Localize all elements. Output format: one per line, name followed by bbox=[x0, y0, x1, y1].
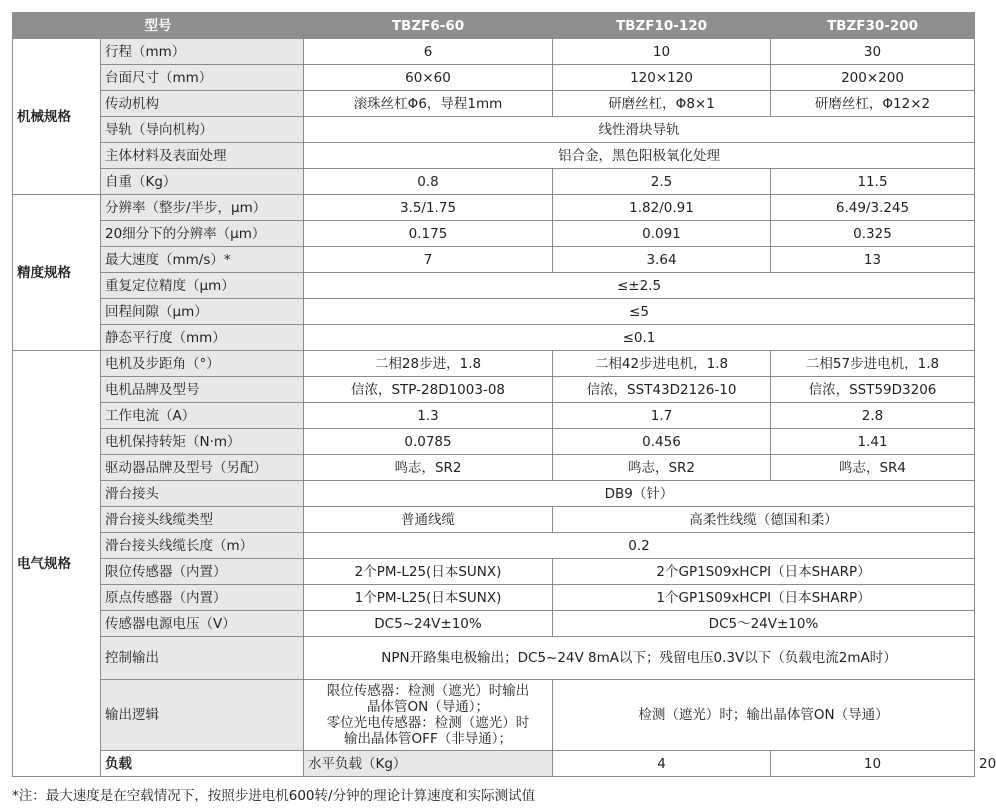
cell: 30 bbox=[771, 39, 975, 65]
cell: ≤5 bbox=[304, 299, 975, 325]
row-label: 输出逻辑 bbox=[101, 680, 304, 751]
cell: 铝合金，黑色阳极氧化处理 bbox=[304, 143, 975, 169]
header-model: 型号 bbox=[13, 13, 304, 39]
header-tbzf10-120: TBZF10-120 bbox=[553, 13, 771, 39]
row-label: 电机及步距角（°） bbox=[101, 351, 304, 377]
cell: 3.5/1.75 bbox=[304, 195, 553, 221]
table-row bbox=[13, 65, 975, 91]
cell: 1个PM-L25(日本SUNX) bbox=[304, 585, 553, 611]
cell: 鸣志，SR2 bbox=[304, 455, 553, 481]
table-row bbox=[13, 351, 975, 377]
table-row bbox=[13, 455, 975, 481]
row-label: 原点传感器（内置） bbox=[101, 585, 304, 611]
row-label: 控制输出 bbox=[101, 637, 304, 680]
table-row bbox=[13, 559, 975, 585]
cell: 7 bbox=[304, 247, 553, 273]
cell: 1个GP1S09xHCPI（日本SHARP） bbox=[553, 585, 975, 611]
table-row: 负载 水平负载（Kg） 4 10 20 bbox=[13, 751, 975, 777]
cell: 11.5 bbox=[771, 169, 975, 195]
table-row bbox=[13, 273, 975, 299]
table-row bbox=[13, 481, 975, 507]
text-line: 限位传感器：检测（遮光）时输出 bbox=[326, 683, 530, 699]
cell: 信浓，STP-28D1003-08 bbox=[304, 377, 553, 403]
section-precision: 精度规格 bbox=[13, 195, 101, 351]
table-row bbox=[13, 169, 975, 195]
text-line: 输出晶体管OFF（非导通）； bbox=[344, 731, 512, 747]
cell: 0.2 bbox=[304, 533, 975, 559]
row-label: 主体材料及表面处理 bbox=[101, 143, 304, 169]
cell: 0.175 bbox=[304, 221, 553, 247]
row-label: 电机保持转矩（N·m） bbox=[101, 429, 304, 455]
cell: 信浓，SST43D2126-10 bbox=[553, 377, 771, 403]
table-row bbox=[13, 377, 975, 403]
cell: 2个PM-L25(日本SUNX) bbox=[304, 559, 553, 585]
table-row bbox=[13, 403, 975, 429]
cell: 200×200 bbox=[771, 65, 975, 91]
cell: 1.82/0.91 bbox=[553, 195, 771, 221]
cell: 0.8 bbox=[304, 169, 553, 195]
footnote: *注：最大速度是在空载情况下，按照步进电机600转/分钟的理论计算速度和实际测试值 bbox=[12, 788, 536, 804]
table-row bbox=[13, 117, 975, 143]
cell: 6.49/3.245 bbox=[771, 195, 975, 221]
cell: 二相28步进，1.8 bbox=[304, 351, 553, 377]
table-row bbox=[13, 91, 975, 117]
cell: NPN开路集电极输出；DC5~24V 8mA以下；残留电压0.3V以下（负载电流2mA时） bbox=[304, 637, 975, 680]
table-row bbox=[13, 325, 975, 351]
table-row bbox=[13, 611, 975, 637]
cell: 2.5 bbox=[553, 169, 771, 195]
text-line: 晶体管ON（导通）； bbox=[367, 699, 489, 715]
row-label: 最大速度（mm/s）* bbox=[101, 247, 304, 273]
row-label: 工作电流（A） bbox=[101, 403, 304, 429]
cell: 10 bbox=[771, 751, 975, 777]
row-label: 静态平行度（mm） bbox=[101, 325, 304, 351]
spec-table-container bbox=[12, 12, 996, 777]
cell: ≤±2.5 bbox=[304, 273, 975, 299]
row-label: 重复定位精度（μm） bbox=[101, 273, 304, 299]
cell: 信浓，SST59D3206 bbox=[771, 377, 975, 403]
cell: 研磨丝杠，Φ12×2 bbox=[771, 91, 975, 117]
cell: 1.7 bbox=[553, 403, 771, 429]
cell: 2个GP1S09xHCPI（日本SHARP） bbox=[553, 559, 975, 585]
row-label: 限位传感器（内置） bbox=[101, 559, 304, 585]
cell-output-logic-limit bbox=[304, 680, 553, 751]
header-tbzf6-60: TBZF6-60 bbox=[304, 13, 553, 39]
table-row bbox=[13, 247, 975, 273]
table-row bbox=[13, 39, 975, 65]
cell: 10 bbox=[553, 39, 771, 65]
table-row bbox=[13, 221, 975, 247]
cell: 0.456 bbox=[553, 429, 771, 455]
table-row bbox=[13, 143, 975, 169]
table-row bbox=[13, 507, 975, 533]
row-label: 电机品牌及型号 bbox=[101, 377, 304, 403]
cell: 滚珠丝杠Φ6，导程1mm bbox=[304, 91, 553, 117]
cell: 高柔性线缆（德国和柔） bbox=[553, 507, 975, 533]
cell: 鸣志，SR4 bbox=[771, 455, 975, 481]
cell: ≤0.1 bbox=[304, 325, 975, 351]
row-label: 回程间隙（μm） bbox=[101, 299, 304, 325]
table-row bbox=[13, 637, 975, 680]
cell: 120×120 bbox=[553, 65, 771, 91]
cell: 60×60 bbox=[304, 65, 553, 91]
row-label: 20细分下的分辨率（μm） bbox=[101, 221, 304, 247]
table-row bbox=[13, 195, 975, 221]
cell: 二相42步进电机，1.8 bbox=[553, 351, 771, 377]
row-label: 传动机构 bbox=[101, 91, 304, 117]
cell: 13 bbox=[771, 247, 975, 273]
cell: 研磨丝杠，Φ8×1 bbox=[553, 91, 771, 117]
table-row bbox=[13, 299, 975, 325]
row-label: 滑台接头线缆长度（m） bbox=[101, 533, 304, 559]
cell: 普通线缆 bbox=[304, 507, 553, 533]
section-electrical: 电气规格 bbox=[13, 351, 101, 777]
cell: 0.0785 bbox=[304, 429, 553, 455]
cell: 2.8 bbox=[771, 403, 975, 429]
cell: 1.3 bbox=[304, 403, 553, 429]
text-line: 零位光电传感器：检测（遮光）时 bbox=[326, 715, 530, 731]
table-row bbox=[13, 533, 975, 559]
cell: 3.64 bbox=[553, 247, 771, 273]
row-label: 滑台接头线缆类型 bbox=[101, 507, 304, 533]
multiline-text bbox=[327, 683, 530, 747]
row-label: 传感器电源电压（V） bbox=[101, 611, 304, 637]
cell: 6 bbox=[304, 39, 553, 65]
row-label: 水平负载（Kg） bbox=[304, 751, 553, 777]
header-tbzf30-200: TBZF30-200 bbox=[771, 13, 975, 39]
cell: 检测（遮光）时；输出晶体管ON（导通） bbox=[553, 680, 975, 751]
cell: DC5～24V±10% bbox=[553, 611, 975, 637]
cell: 1.41 bbox=[771, 429, 975, 455]
cell: DB9（针） bbox=[304, 481, 975, 507]
cell: 4 bbox=[553, 751, 771, 777]
spec-table bbox=[12, 12, 996, 777]
table-row bbox=[13, 429, 975, 455]
row-label: 自重（Kg） bbox=[101, 169, 304, 195]
row-label: 滑台接头 bbox=[101, 481, 304, 507]
row-label: 分辨率（整步/半步，μm） bbox=[101, 195, 304, 221]
cell: 二相57步进电机，1.8 bbox=[771, 351, 975, 377]
cell: 0.091 bbox=[553, 221, 771, 247]
section-mechanical: 机械规格 bbox=[13, 39, 101, 195]
cell: 线性滑块导轨 bbox=[304, 117, 975, 143]
table-row bbox=[13, 585, 975, 611]
cell: DC5~24V±10% bbox=[304, 611, 553, 637]
table-row bbox=[13, 680, 975, 751]
header-row bbox=[13, 13, 975, 39]
row-label: 导轨（导向机构） bbox=[101, 117, 304, 143]
cell: 鸣志，SR2 bbox=[553, 455, 771, 481]
cell: 0.325 bbox=[771, 221, 975, 247]
row-label: 台面尺寸（mm） bbox=[101, 65, 304, 91]
row-label: 行程（mm） bbox=[101, 39, 304, 65]
row-label: 驱动器品牌及型号（另配） bbox=[101, 455, 304, 481]
section-load: 负载 bbox=[101, 751, 304, 777]
